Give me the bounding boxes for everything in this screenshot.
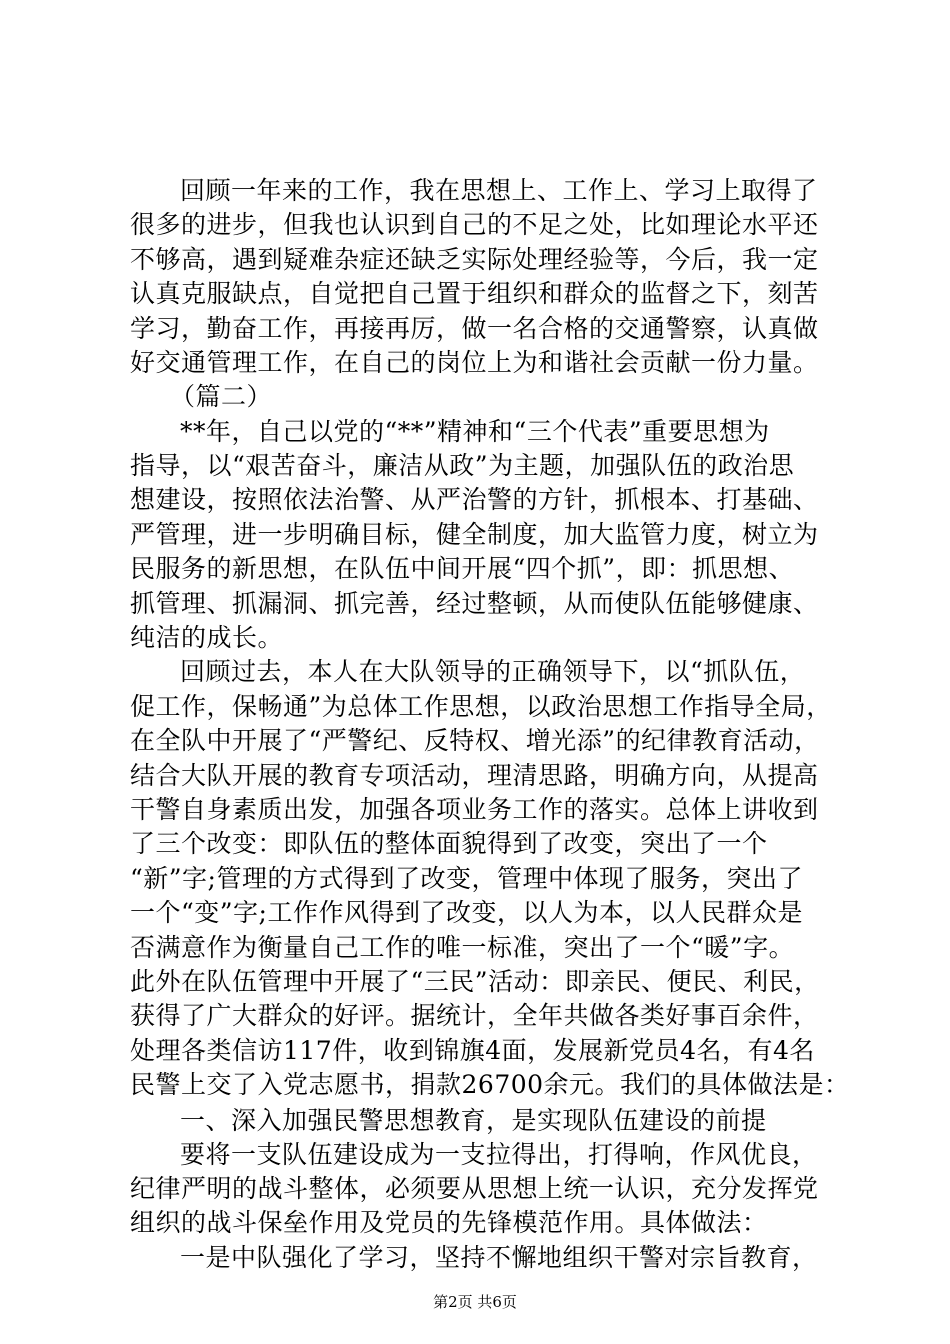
paragraph-line: 不够高，遇到疑难杂症还缺乏实际处理经验等，今后，我一定 [130,245,819,274]
paragraph-line: 想建设，按照依法治警、从严治警的方针，抓根本、打基础、 [130,485,819,514]
paragraph-line: 结合大队开展的教育专项活动，理清思路，明确方向，从提高 [130,761,819,790]
paragraph-line: 纯洁的成长。 [130,623,284,652]
paragraph-line: 获得了广大群众的好评。据统计，全年共做各类好事百余件， [130,1001,819,1030]
paragraph-line: **年，自己以党的“**”精神和“三个代表”重要思想为 [180,417,770,446]
paragraph-line: 学习，勤奋工作，再接再厉，做一名合格的交通警察，认真做 [130,314,819,343]
paragraph-line: 在全队中开展了“严警纪、反特权、增光添”的纪律教育活动， [130,726,820,755]
section-heading: 一、深入加强民警思想教育，是实现队伍建设的前提 [180,1106,767,1135]
paragraph-line: 纪律严明的战斗整体，必须要从思想上统一认识，充分发挥党 [130,1174,819,1203]
page-footer: 第2页 共6页 [433,1293,517,1311]
paragraph-line: 处理各类信访117件，收到锦旗4面，发展新党员4名，有4名 [130,1036,815,1065]
paragraph-line: “新”字;管理的方式得到了改变，管理中体现了服务，突出了 [130,864,803,893]
paragraph-line: 一是中队强化了学习，坚持不懈地组织干警对宗旨教育， [180,1243,818,1272]
paragraph-line: 组织的战斗保垒作用及党员的先锋模范作用。具体做法： [130,1208,768,1237]
paragraph-line: 一个“变”字;工作作风得到了改变，以人为本，以人民群众是 [130,898,803,927]
paragraph-line: 民警上交了入党志愿书，捐款26700余元。我们的具体做法是： [130,1070,850,1099]
paragraph-line: 民服务的新思想，在队伍中间开展“四个抓”，即：抓思想、 [130,554,795,583]
paragraph-line: 好交通管理工作，在自己的岗位上为和谐社会贡献一份力量。 [130,348,819,377]
paragraph-line: 指导，以“艰苦奋斗，廉洁从政”为主题，加强队伍的政治思 [130,451,795,480]
paragraph-line: 此外在队伍管理中开展了“三民”活动：即亲民、便民、利民， [130,967,820,996]
paragraph-line: 认真克服缺点，自觉把自己置于组织和群众的监督之下，刻苦 [130,279,819,308]
paragraph-line: 促工作，保畅通”为总体工作思想，以政治思想工作指导全局， [130,692,832,721]
paragraph-line: 了三个改变：即队伍的整体面貌得到了改变，突出了一个 [130,829,768,858]
section-heading: （篇二） [170,382,273,411]
paragraph-line: 很多的进步，但我也认识到自己的不足之处，比如理论水平还 [130,210,819,239]
paragraph-line: 干警自身素质出发，加强各项业务工作的落实。总体上讲收到 [130,795,819,824]
paragraph-line: 回顾一年来的工作，我在思想上、工作上、学习上取得了 [180,176,818,205]
paragraph-line: 要将一支队伍建设成为一支拉得出，打得响，作风优良， [180,1140,818,1169]
paragraph-line: 回顾过去，本人在大队领导的正确领导下，以“抓队伍， [180,657,806,686]
paragraph-line: 否满意作为衡量自己工作的唯一标准，突出了一个“暖”字。 [130,933,795,962]
paragraph-line: 严管理，进一步明确目标，健全制度，加大监管力度，树立为 [130,520,819,549]
paragraph-line: 抓管理、抓漏洞、抓完善，经过整顿，从而使队伍能够健康、 [130,589,819,618]
